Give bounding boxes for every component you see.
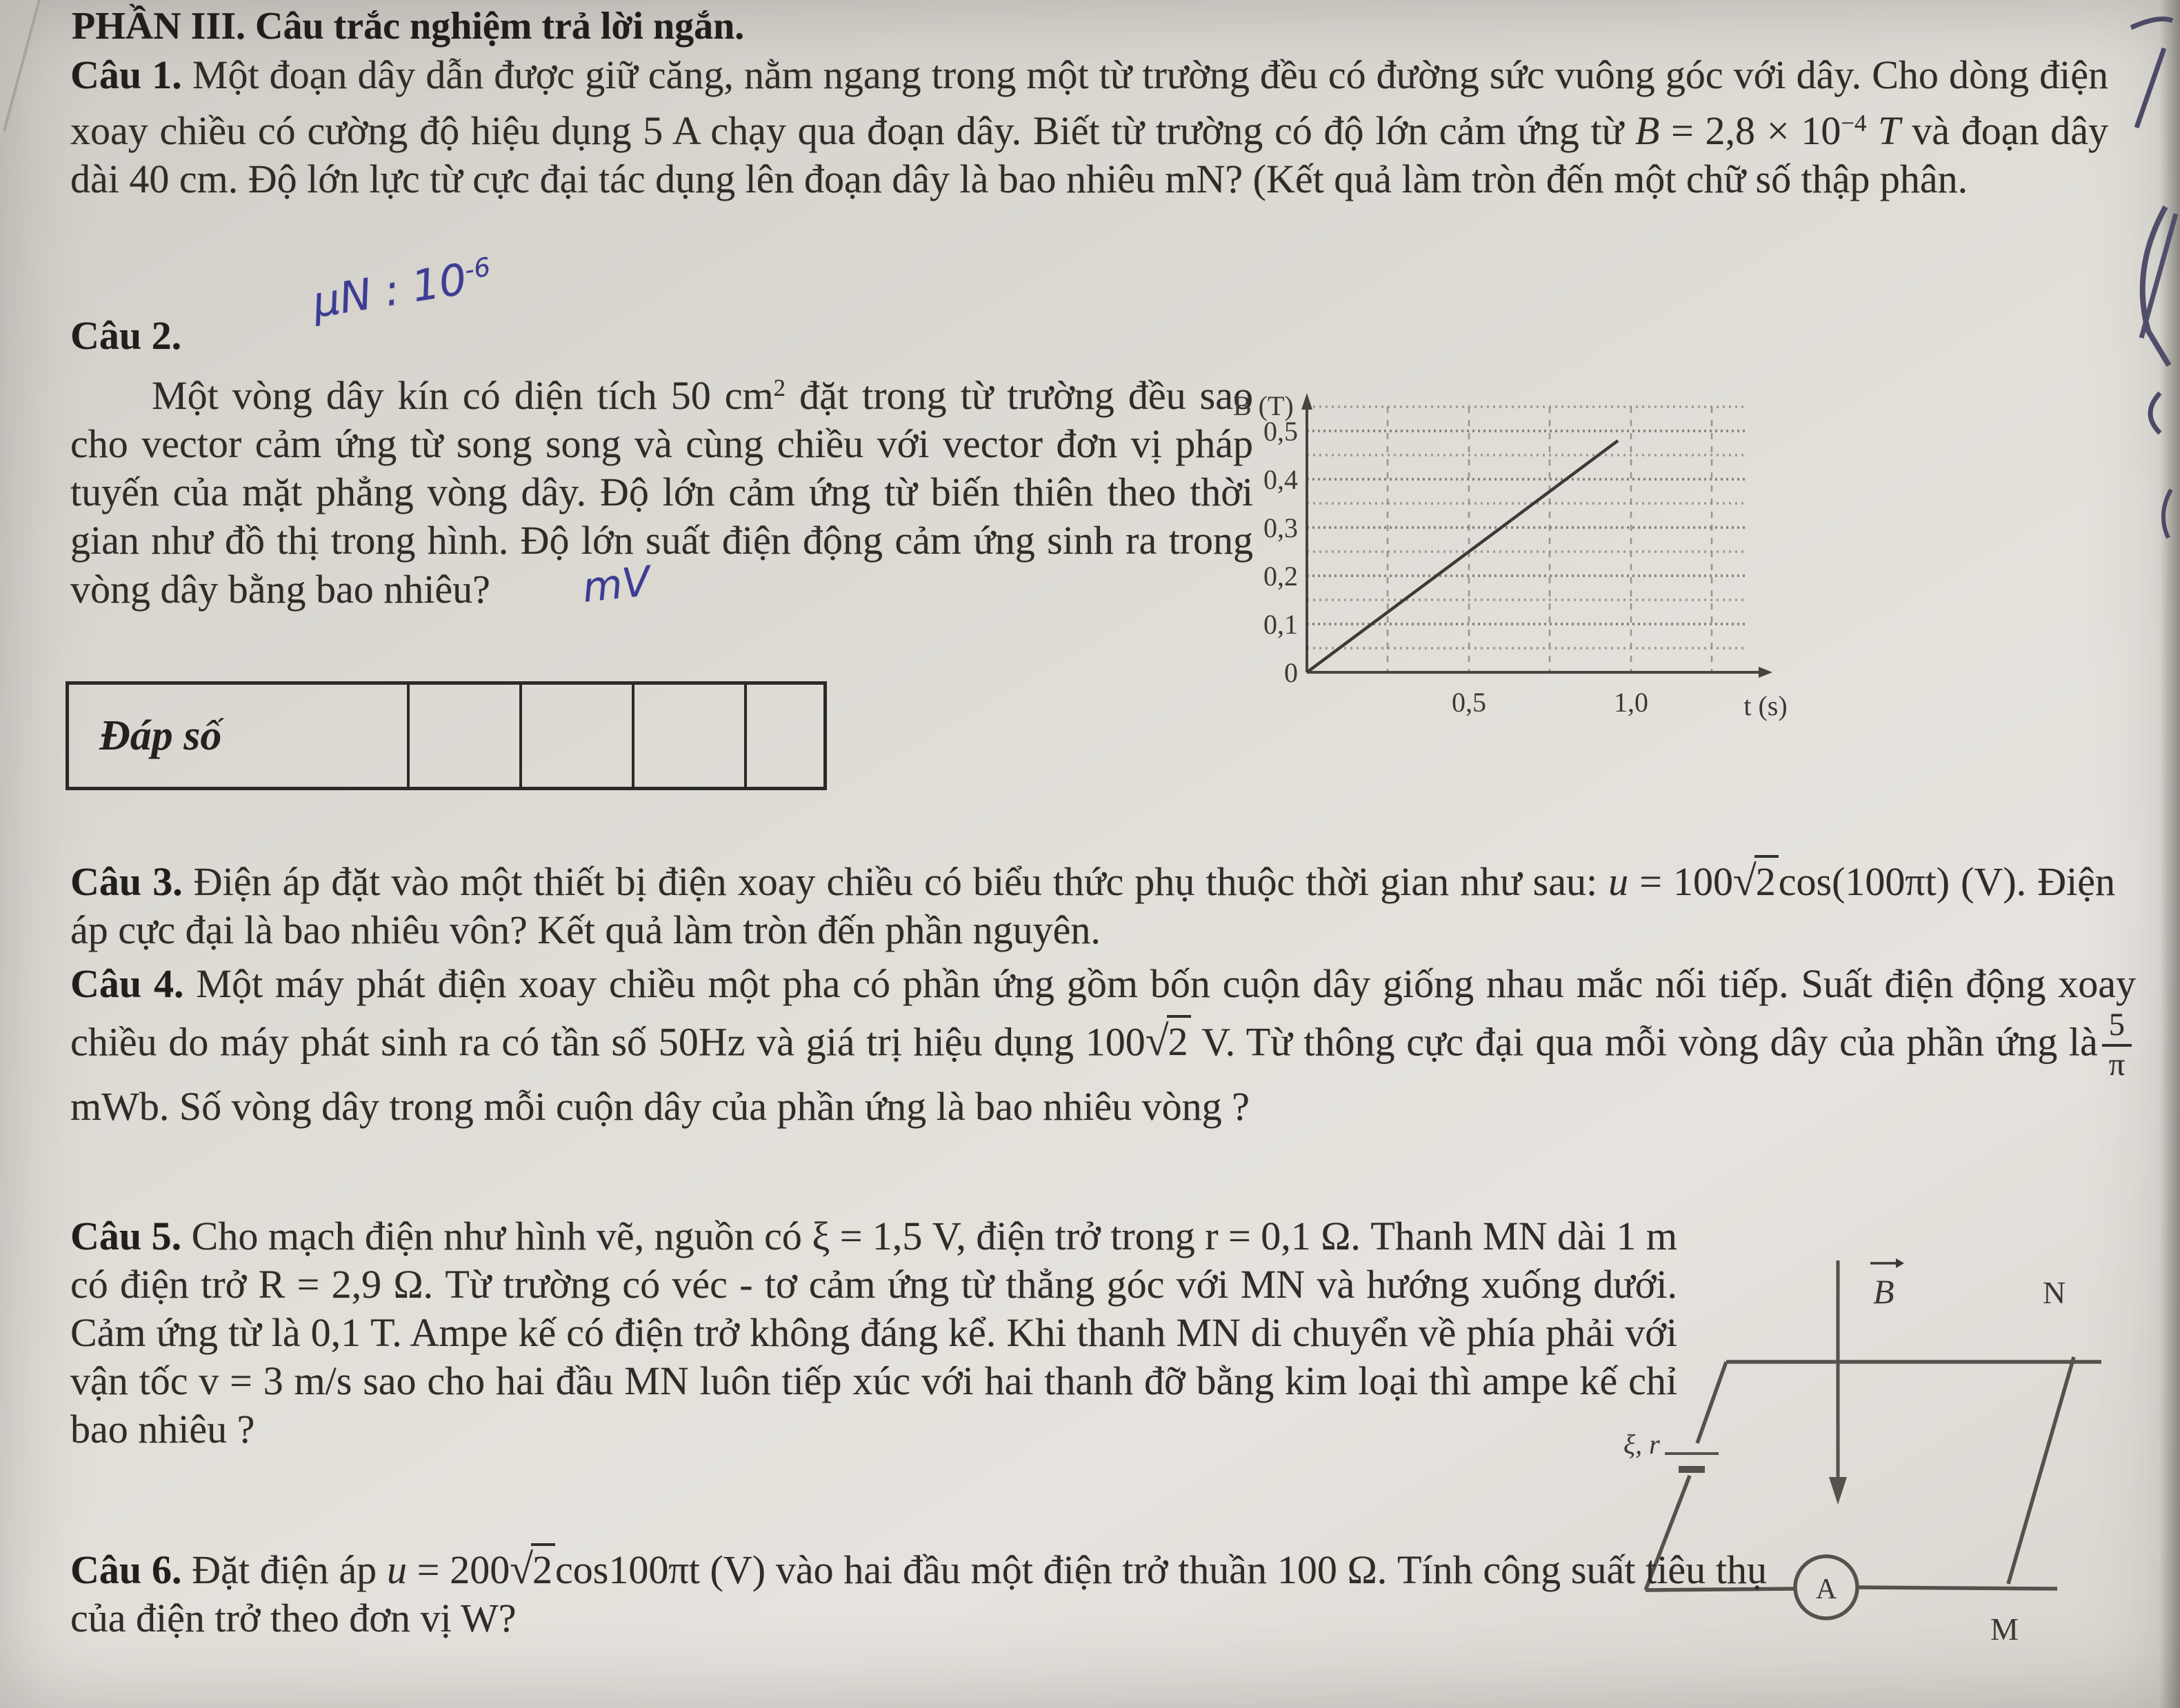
y-tick-labels — [1263, 416, 1298, 688]
field-label: B — [1873, 1272, 1894, 1311]
y-axis-arrow — [1301, 393, 1312, 410]
question-1-label: Câu 1. — [70, 52, 182, 97]
square-root — [1733, 859, 1779, 904]
math-symbol-B: B — [1634, 108, 1660, 154]
square-root — [510, 1547, 555, 1592]
x-axis-label: t (s) — [1743, 690, 1788, 721]
question-5 — [70, 1212, 1677, 1454]
y-tick: 0,5 — [1263, 416, 1298, 447]
graph-axes — [1307, 400, 1764, 672]
question-3-label: Câu 3. — [70, 859, 183, 904]
scribble-stroke — [2150, 393, 2160, 433]
answer-table — [66, 681, 827, 790]
question-6-formula: = 200 — [406, 1547, 510, 1592]
handwritten-note-q1-base: μN : 10 — [308, 253, 470, 328]
scribble-stroke — [2141, 214, 2176, 338]
question-6-text-a: Đặt điện áp — [181, 1547, 387, 1592]
b-vector-accent — [1870, 1258, 1904, 1268]
b-vs-t-line — [1307, 441, 1618, 672]
answer-cell-1 — [407, 685, 519, 787]
question-2 — [70, 364, 1253, 614]
question-1-formula: = 2,8 × 10 — [1659, 108, 1841, 154]
y-tick: 0 — [1284, 657, 1298, 688]
rod-MN — [2008, 1357, 2074, 1584]
unit-tesla: T — [1866, 108, 1901, 154]
radical-sign: √ — [1145, 1018, 1169, 1065]
answer-cell-3 — [632, 685, 744, 787]
question-6-label: Câu 6. — [70, 1547, 182, 1592]
question-2-label-line — [70, 312, 484, 360]
b-field-arrow — [1829, 1260, 1847, 1505]
ammeter-label: A — [1815, 1574, 1837, 1605]
y-tick: 0,3 — [1263, 512, 1298, 543]
handwritten-note-q2: mV — [580, 557, 652, 612]
section-title: PHẦN III. Câu trắc nghiệm trả lời ngắn. — [72, 5, 745, 48]
scribble-stroke — [2163, 490, 2171, 538]
math-symbol-u: u — [386, 1547, 407, 1592]
scribble-stroke — [2131, 19, 2172, 28]
question-5-label: Câu 5. — [70, 1214, 182, 1258]
radical-sign: √ — [510, 1546, 534, 1593]
y-tick: 0,1 — [1263, 609, 1298, 640]
question-3-text-a: Điện áp đặt vào một thiết bị điện xoay chiều có biểu thức phụ thuộc thời gian như sau: — [182, 859, 1609, 904]
radical-sign: √ — [1733, 858, 1757, 905]
question-1 — [70, 51, 2108, 203]
question-2-text-a: Một vòng dây kín có diện tích 50 cm — [152, 373, 774, 419]
question-3-formula: = 100 — [1628, 859, 1733, 904]
x-axis-arrow — [1759, 667, 1772, 678]
graph-grid-horizontal — [1307, 407, 1746, 648]
x-tick-labels — [1452, 687, 1788, 721]
question-4-text-b: V. Từ thông cực đại qua mỗi vòng dây của phần ứng là — [1190, 1019, 2098, 1065]
node-N-label: N — [2043, 1275, 2066, 1310]
question-6 — [70, 1543, 1767, 1642]
node-M-label: M — [1990, 1611, 2019, 1647]
y-tick: 0,4 — [1263, 464, 1298, 495]
question-1-text-b: và đoạn dây dài 40 cm. Độ lớn lực từ cực đại tác dụng lên đoạn dây là bao nhiêu mN? (Kết quả làm tròn đến một chữ số thập phân. — [70, 108, 2109, 202]
question-4-text-a: Một máy phát điện xoay chiều một pha có phần ứng gồm bốn cuộn dây giống nhau mắc nối tiếp. Suất điện động xoay chiều do máy phát sinh ra có tần số 50Hz và giá trị hiệu dụng 100 — [70, 961, 2136, 1065]
y-tick: 0,2 — [1263, 561, 1298, 592]
x-tick: 1,0 — [1614, 687, 1648, 718]
handwritten-note-q1-exp: -6 — [462, 251, 493, 285]
vector-bar-head — [1896, 1258, 1904, 1268]
fraction-denominator: π — [2108, 1047, 2126, 1083]
radicand: 2 — [1754, 855, 1779, 906]
source-label: ξ, r — [1623, 1429, 1660, 1460]
question-3 — [70, 855, 2115, 954]
question-2-label: Câu 2. — [70, 313, 182, 358]
question-1-text-a: Một đoạn dây dẫn được giữ căng, nằm ngang trong một từ trường đều có đường sức vuông góc với dây. Cho dòng điện xoay chiều có cường độ hiệu dụng 5 A chạy qua đoạn dây. Biết từ trường có độ lớn cảm ứng từ — [70, 52, 2108, 154]
question-5-text: Cho mạch điện như hình vẽ, nguồn có ξ = 1,5 V, điện trở trong r = 0,1 Ω. Thanh MN dài 1 m có điện trở R = 2,9 Ω. Từ trường có véc - tơ cảm ứng từ thẳng góc với MN và hướng xuống dưới. Cảm ứng từ là 0,1 T. Ampe kế có điện trở không đáng kể. Khi thanh MN di chuyển về phía phải với vận tốc v = 3 m/s sao cho hai đầu MN luôn tiếp xúc với hai thanh đỡ bằng kim loại thì ampe kế chỉ bao nhiêu ? — [70, 1214, 1677, 1451]
graph-grid-horizontal-major — [1307, 431, 1746, 624]
answer-cell-4 — [744, 685, 857, 787]
question-6-text-b: cos100πt (V) vào hai đầu một điện trở thuần 100 Ω. Tính công suất tiêu thụ của điện trở theo đơn vị W? — [70, 1547, 1767, 1640]
radicand: 2 — [1167, 1015, 1191, 1066]
answer-table-header: Đáp số — [99, 712, 222, 759]
math-symbol-u: u — [1608, 859, 1629, 904]
question-4-text-c: mWb. Số vòng dây trong mỗi cuộn dây của phần ứng là bao nhiêu vòng ? — [70, 1084, 1250, 1129]
x-tick: 0,5 — [1452, 687, 1486, 718]
graph-grid-vertical — [1388, 407, 1712, 672]
exponent: −4 — [1841, 110, 1867, 137]
fraction-numerator: 5 — [2102, 1008, 2132, 1047]
battery-symbol — [1665, 1454, 1719, 1469]
bottom-rail-right — [1857, 1587, 2057, 1589]
question-4-label: Câu 4. — [70, 961, 184, 1006]
answer-cell-2 — [519, 685, 632, 787]
field-arrow-head — [1829, 1477, 1847, 1505]
magnetic-field-graph — [1221, 372, 1841, 758]
left-wire-upper — [1697, 1362, 1726, 1443]
question-4 — [70, 960, 2136, 1131]
squared-exponent: 2 — [773, 374, 786, 401]
y-axis-label: B (T) — [1233, 390, 1294, 421]
question-2-text-b: đặt trong từ trường đều sao cho vector cảm ứng từ song song và cùng chiều với vector đơn vị pháp tuyến của mặt phẳng vòng dây. Độ lớn cảm ứng từ biến thiên theo thời gian như đồ thị trong hình. Độ lớn suất điện động cảm ứng sinh ra trong vòng dây bằng bao nhiêu? — [70, 373, 1253, 612]
square-root — [1146, 1019, 1191, 1064]
question-3-text-b: cos(100πt) (V). Điện áp cực đại là bao nhiêu vôn? Kết quả làm tròn đến phần nguyên. — [70, 859, 2115, 952]
scribble-stroke — [2137, 48, 2164, 128]
fraction-5-over-pi — [2102, 1008, 2132, 1083]
radicand: 2 — [531, 1543, 555, 1594]
